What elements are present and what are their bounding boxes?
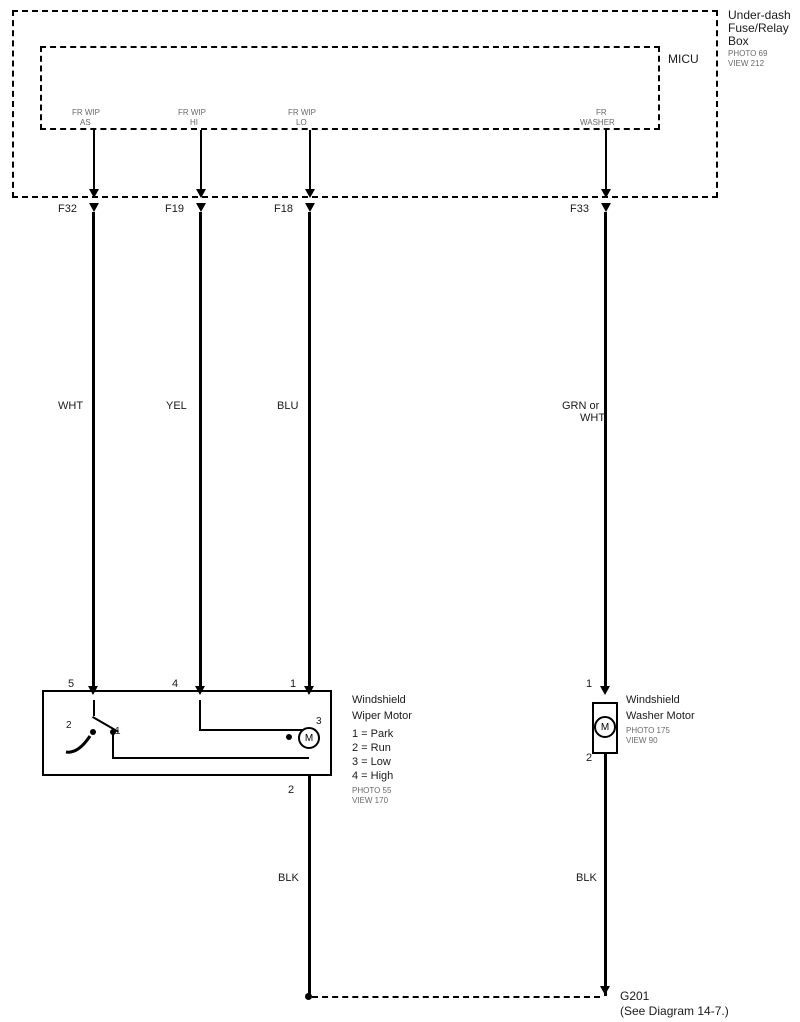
wiper-internal-run-high (199, 729, 309, 731)
micu-pin-3-label-line2: LO (296, 118, 307, 127)
wiper-motor-symbol-letter: M (304, 732, 314, 744)
wiper-internal-run-low (113, 757, 309, 759)
micu-wire-4 (605, 130, 607, 192)
wiper-photo: PHOTO 55 (352, 786, 392, 795)
micu-box (40, 46, 660, 130)
fuse-arrow-f19-icon (196, 203, 206, 212)
micu-arrow-3-icon (305, 189, 315, 198)
micu-pin-3-label-line1: FR WIP (288, 108, 316, 117)
wiper-motor-symbol (298, 727, 320, 749)
micu-pin-2-label-line2: HI (190, 118, 198, 127)
fuse-arrow-f32-icon (89, 203, 99, 212)
title-line-2: Fuse/Relay (728, 21, 789, 35)
ground-bus-dashed-line (312, 996, 600, 998)
ground-ref-label: (See Diagram 14-7.) (620, 1004, 729, 1018)
wire-grn-wht (604, 212, 607, 690)
ground-id-label: G201 (620, 989, 650, 1003)
fuse-label-f18: F18 (274, 203, 293, 215)
micu-pin-2-label-line1: FR WIP (178, 108, 206, 117)
ground-arrow-icon (600, 986, 610, 995)
wiper-internal-pin-2-label: 2 (66, 720, 72, 731)
micu-pin-4-label-line1: FR (596, 108, 607, 117)
washer-motor-symbol (594, 716, 616, 738)
wire-color-wht: WHT (58, 400, 84, 412)
wire-yel (199, 212, 202, 690)
title-line-1: Under-dash (728, 8, 791, 22)
wiper-legend-2: 2 = Run (352, 742, 391, 754)
micu-arrow-1-icon (89, 189, 99, 198)
wiper-motor-pin-3-label: 3 (316, 716, 322, 727)
wiper-internal-pin-1-label: 1 (115, 726, 121, 737)
wiper-legend-3: 3 = Low (352, 756, 391, 768)
wiper-motor-title-line1: Windshield (352, 694, 406, 706)
washer-photo: PHOTO 175 (626, 726, 670, 735)
wire-blu (308, 212, 311, 690)
washer-view: VIEW 90 (626, 736, 658, 745)
washer-ground-wire (604, 754, 607, 996)
micu-pin-1-label-line1: FR WIP (72, 108, 100, 117)
wiper-pin-1-label: 1 (290, 678, 297, 690)
wiper-legend-1: 1 = Park (352, 728, 394, 740)
fuse-label-f33: F33 (570, 203, 589, 215)
wiper-motor-title-line2: Wiper Motor (352, 710, 412, 722)
wiper-pin-4-arrow-icon (195, 686, 205, 695)
wiper-ground-wire (308, 776, 311, 996)
wiper-pin-5-label: 5 (68, 678, 75, 690)
washer-motor-title-line1: Windshield (626, 694, 680, 706)
wiper-internal-riser (112, 733, 114, 759)
wiper-legend-4: 4 = High (352, 770, 394, 782)
wiper-park-curve-icon (64, 730, 104, 756)
wiper-pin-2-label: 2 (288, 784, 295, 796)
wire-color-grn-line2: WHT (580, 412, 606, 424)
wiper-motor-node-dot (286, 734, 292, 740)
washer-pin-1-label: 1 (586, 678, 593, 690)
wiper-internal-wire-4 (199, 700, 201, 730)
micu-wire-3 (309, 130, 311, 192)
fuse-label-f19: F19 (165, 203, 184, 215)
title-view: VIEW 212 (728, 59, 765, 68)
washer-motor-title-line2: Washer Motor (626, 710, 695, 722)
ground-wire-color-2: BLK (576, 872, 597, 884)
wiper-view: VIEW 170 (352, 796, 389, 805)
wire-color-blu: BLU (277, 400, 299, 412)
wire-color-grn-line1: GRN or (562, 400, 600, 412)
fuse-label-f32: F32 (58, 203, 77, 215)
wiper-pin-4-label: 4 (172, 678, 179, 690)
ground-wire-color-1: BLK (278, 872, 299, 884)
micu-arrow-2-icon (196, 189, 206, 198)
micu-arrow-4-icon (601, 189, 611, 198)
micu-wire-2 (200, 130, 202, 192)
washer-motor-symbol-letter: M (600, 721, 610, 733)
title-line-3: Box (728, 34, 749, 48)
fuse-arrow-f33-icon (601, 203, 611, 212)
micu-label: MICU (668, 52, 699, 66)
ground-node-dot-left (305, 993, 312, 1000)
wiper-pin-1-arrow-icon (304, 686, 314, 695)
washer-pin-2-label: 2 (586, 752, 593, 764)
micu-pin-1-label-line2: AS (80, 118, 91, 127)
washer-pin-1-arrow-icon (600, 686, 610, 695)
wire-color-yel: YEL (166, 400, 187, 412)
fuse-arrow-f18-icon (305, 203, 315, 212)
micu-pin-4-label-line2: WASHER (580, 118, 615, 127)
micu-wire-1 (93, 130, 95, 192)
title-photo: PHOTO 69 (728, 49, 768, 58)
wiper-pin-5-arrow-icon (88, 686, 98, 695)
wiper-internal-wire-5 (93, 700, 95, 716)
wire-wht (92, 212, 95, 690)
